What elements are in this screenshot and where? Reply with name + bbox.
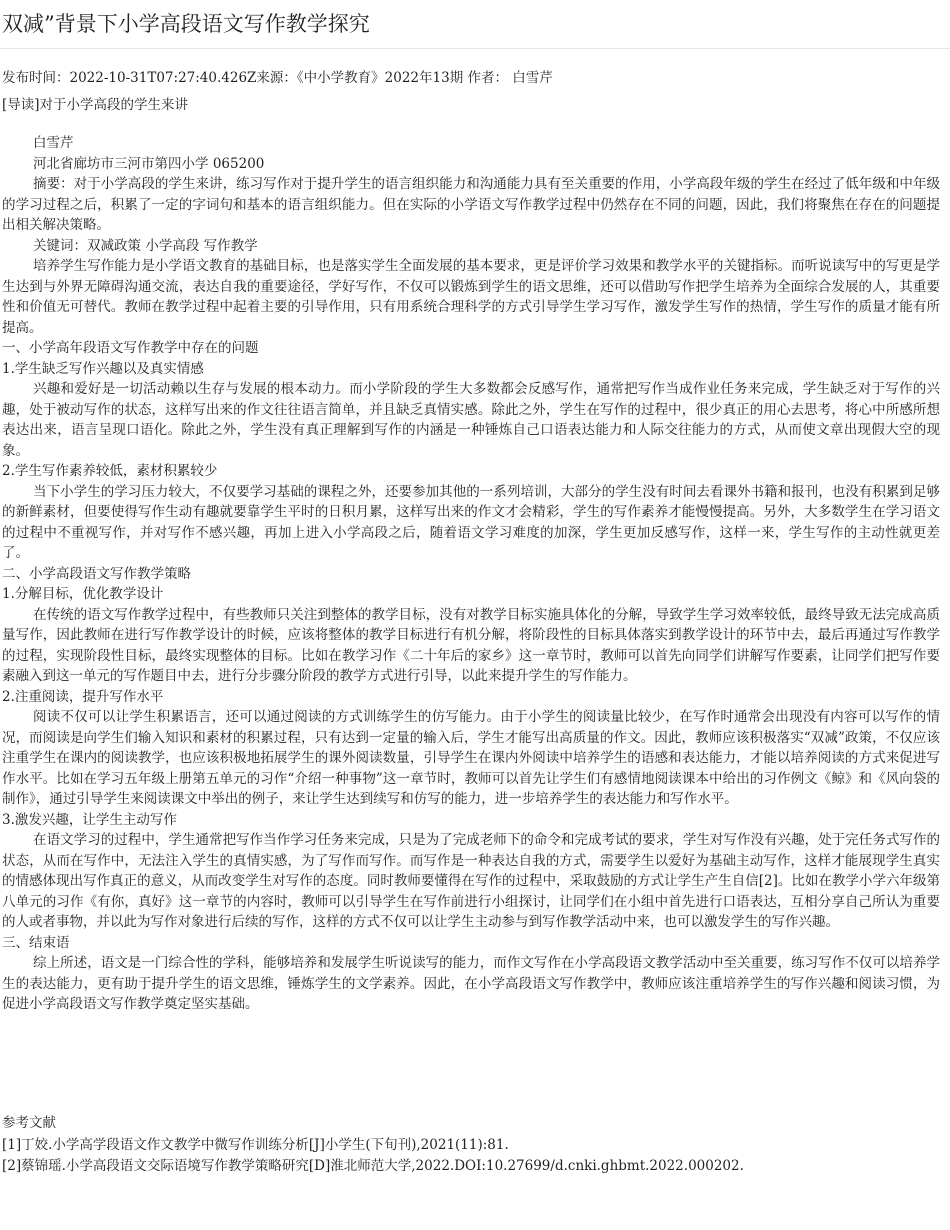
title-divider bbox=[0, 48, 950, 49]
body-paragraph: 在传统的语文写作教学过程中，有些教师只关注到整体的教学目标，没有对教学目标实施具体化的分解，导致学生学习效率较低，最终导致无法完成高质量写作，因此教师在进行写作教学设计的时候，应该将整体的教学目标进行有机分解，将阶段性的目标具体落实到教学设计的环节中去，最后再通过写作教学的过程，实现阶段性目标，最终实现整体的目标。比如在教学习作《二十年后的家乡》这一章节时，教师可以首先向同学们讲解写作要素，让同学们把写作要素融入到这一单元的写作题目中去，进行分步骤分阶段的教学方式进行引导，以此来提升学生的写作能力。 bbox=[2, 606, 940, 684]
conclusion-paragraph: 综上所述，语文是一门综合性的学科，能够培养和发展学生听说读写的能力，而作文写作在小学高段语文教学活动中至关重要，练习写作不仅可以培养学生的表达能力，更有助于提升学生的语文思维，锤炼学生的文学素养。因此，在小学高段语文写作教学中，教师应该注重培养学生的写作兴趣和阅读习惯，为促进小学高段语文写作教学奠定坚实基础。 bbox=[2, 955, 940, 1012]
body-paragraph: 在语文学习的过程中，学生通常把写作当作学习任务来完成，只是为了完成老师下的命令和完成考试的要求，学生对写作没有兴趣，处于完任务式写作的状态，从而在写作中，无法注入学生的真情实感，为了写作而写作。而写作是一种表达自我的方式，需要学生以爱好为基础主动写作，这样才能展现学生真实的情感体现出写作真正的意义，从而改变学生对写作的态度。同时教师要懂得在写作的过程中，采取鼓励的方式让学生产生自信[2]。比如在教学小学六年级第八单元的习作《有你，真好》这一章节的内容时，教师可以引导学生在写作前进行小组探讨，让同学们在小组中首先进行口语表达，互相分享自己所认为重要的人或者事物，并以此为写作对象进行后续的写作，这样的方式不仅可以让学生主动参与到写作教学活动中来，也可以激发学生的写作兴趣。 bbox=[2, 832, 940, 930]
subsection-heading: 3.激发兴趣，让学生主动写作 bbox=[2, 811, 177, 828]
intro-paragraph: 培养学生写作能力是小学语文教育的基础目标，也是落实学生全面发展的基本要求，更是评价学习效果和教学水平的关键指标。而听说读写中的写更是学生达到与外界无障碍沟通交流，表达自我的重要途径，学好写作，不仅可以锻炼到学生的语文思维，还可以借助写作把学生培养为全面综合发展的人，其重要性和价值无可替代。教师在教学过程中起着主要的引导作用，只有用系统合理科学的方式引导学生学习写作，激发学生写作的热情，学生写作的质量才能有所提高。 bbox=[2, 258, 940, 336]
references-heading: 参考文献 bbox=[2, 1115, 56, 1131]
references bbox=[2, 1113, 940, 1178]
reference-item: [1]丁姣.小学高学段语文作文教学中微写作训练分析[J]小学生(下旬刊),2021(11):81. bbox=[2, 1136, 509, 1153]
author-affiliation: 河北省廊坊市三河市第四小学 065200 bbox=[33, 155, 265, 172]
subsection-heading: 2.学生写作素养较低，素材积累较少 bbox=[2, 463, 218, 479]
body-paragraph: 当下小学生的学习压力较大，不仅要学习基础的课程之外，还要参加其他的一系列培训，大部分的学生没有时间去看课外书籍和报刊，也没有积累到足够的新鲜素材，但要使得写作生动有趣就要靠学生平时的日积月累，这样写出来的作文才会精彩，学生的写作素养才能慢慢提高。另外，大多数学生在学习语文的过程中不重视写作，并对写作不感兴趣，再加上进入小学高段之后，随着语文学习难度的加深，学生更加反感写作，这样一来，学生写作的主动性就更差了。 bbox=[2, 483, 940, 561]
subsection-heading: 2.注重阅读，提升写作水平 bbox=[2, 688, 164, 705]
body-paragraph: 兴趣和爱好是一切活动赖以生存与发展的根本动力。而小学阶段的学生大多数都会反感写作，通常把写作当成作业任务来完成，学生缺乏对于写作的兴趣，处于被动写作的状态，这样写出来的作文往往语言简单，并且缺乏真情实感。除此之外，学生在写作的过程中，很少真正的用心去思考，将心中所感所想表达出来，语言呈现口语化。除此之外，学生没有真正理解到写作的内涵是一种锤炼自己口语表达能力和人际交往能力的方式，从而使文章出现假大空的现象。 bbox=[2, 381, 940, 459]
subsection-heading: 1.分解目标，优化教学设计 bbox=[2, 586, 164, 602]
keywords-paragraph: 关键词：双减政策 小学高段 写作教学 bbox=[33, 237, 258, 254]
section-heading: 三、结束语 bbox=[2, 934, 70, 951]
subsection-heading: 1.学生缺乏写作兴趣以及真实情感 bbox=[2, 360, 204, 377]
article-lead: [导读]对于小学高段的学生来讲 bbox=[2, 97, 189, 113]
body-paragraph: 阅读不仅可以让学生积累语言，还可以通过阅读的方式训练学生的仿写能力。由于小学生的阅读量比较少，在写作时通常会出现没有内容可以写作的情况，而阅读是向学生们输入知识和素材的积累过程，只有达到一定量的输入后，学生才能写出高质量的作文。因此，教师应该积极落实“双减”政策，不仅应该注重学生在课内的阅读教学，也应该积极地拓展学生的课外阅读数量，引导学生在课内外阅读中培养学生的语感和表达能力，才能以培养阅读的方式来促进写作水平。比如在学习五年级上册第五单元的习作“介绍一种事物”这一章节时，教师可以首先让学生们有感情地阅读课本中给出的习作例文《鲸》和《风向袋的制作》，通过引导学生来阅读课文中举出的例子，来让学生达到续写和仿写的能力，进一步培养学生的表达能力和写作水平。 bbox=[2, 709, 940, 807]
page-title: 双减”背景下小学高段语文写作教学探究 bbox=[2, 12, 370, 36]
author-name: 白雪芹 bbox=[33, 135, 74, 151]
abstract-paragraph: 摘要：对于小学高段的学生来讲，练习写作对于提升学生的语言组织能力和沟通能力具有至关重要的作用，小学高段年级的学生在经过了低年级和中年级的学习过程之后，积累了一定的字词句和基本的语言组织能力。但在实际的小学语文写作教学过程中仍然存在不同的问题，因此，我们将聚焦在存在的问题提出相关解决策略。 bbox=[2, 176, 940, 233]
reference-item: [2]蔡锦瑶.小学高段语文交际语境写作教学策略研究[D]淮北师范大学,2022.DOI:10.27699/d.cnki.ghbmt.2022.000202. bbox=[2, 1158, 744, 1174]
article-body bbox=[2, 133, 940, 1015]
section-heading: 二、小学高段语文写作教学策略 bbox=[2, 565, 191, 582]
section-heading: 一、小学高年段语文写作教学中存在的问题 bbox=[2, 340, 259, 356]
article-meta: 发布时间：2022-10-31T07:27:40.426Z来源：《中小学教育》2022年13期 作者： 白雪芹 bbox=[2, 70, 553, 86]
